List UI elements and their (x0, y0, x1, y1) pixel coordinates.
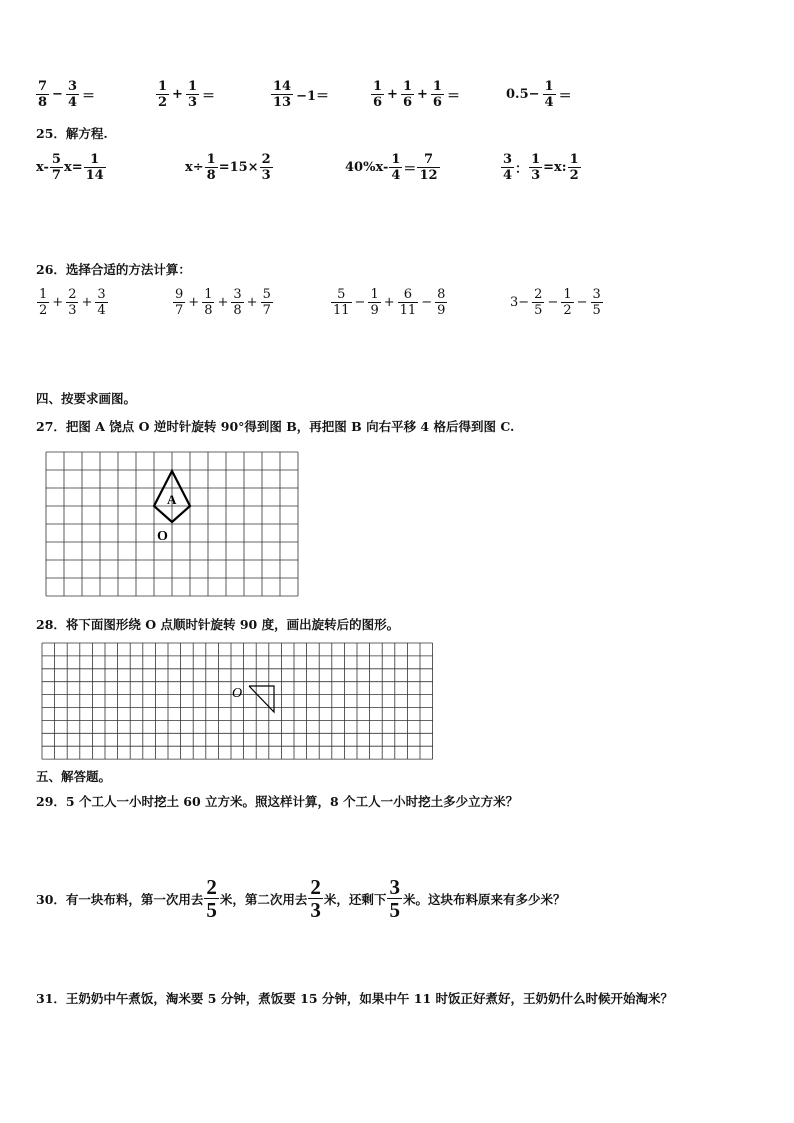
denominator: 5 (592, 303, 601, 318)
point-o-label: O (157, 529, 168, 544)
expr-mid: =15× (218, 160, 259, 175)
denominator: 8 (206, 168, 216, 183)
expr-24-5 (504, 79, 574, 110)
numerator: 2 (206, 875, 217, 899)
numerator: 3 (97, 287, 106, 302)
operator: + (383, 295, 395, 310)
numerator: 14 (273, 79, 292, 94)
numerator: 2 (310, 875, 321, 899)
denominator: 4 (391, 168, 401, 183)
expr-24-4 (370, 79, 462, 110)
q30-part4: 米。这块布料原来有多少米？ (402, 891, 566, 907)
denominator: 9 (437, 303, 446, 318)
numerator: 1 (370, 287, 379, 302)
operator: − (547, 295, 559, 310)
q30-part3: 米，还剩下 (323, 891, 387, 907)
operator: − (421, 295, 433, 310)
operator: + (246, 295, 258, 310)
numerator: 2 (68, 287, 77, 302)
denominator: 4 (503, 168, 513, 183)
numerator: 6 (403, 287, 413, 302)
q27-text: 27．把图 A 饶点 O 逆时针旋转 90°得到图 B，再把图 B 向右平移 4 格后得到图 C. (36, 419, 515, 434)
expr-26-4 (508, 287, 604, 318)
q30-part2: 米，第二次用去 (219, 891, 308, 907)
denominator: 6 (373, 95, 383, 110)
denominator: 13 (273, 95, 292, 110)
operator: + (81, 295, 93, 310)
expr-mid: =x: (543, 160, 567, 175)
denominator: 7 (51, 168, 61, 183)
operator: + (52, 295, 64, 310)
numerator: 2 (261, 152, 271, 167)
q26-title: 26．选择合适的方法计算： (36, 262, 191, 277)
point-o-label: O (232, 686, 243, 701)
denominator: 3 (68, 303, 77, 318)
denominator: 5 (206, 898, 217, 922)
denominator: 5 (389, 898, 400, 922)
numerator: 8 (437, 287, 446, 302)
expr-24-2 (155, 79, 217, 110)
q30-part1: 30．有一块布料，第一次用去 (36, 891, 204, 907)
denominator: 14 (85, 168, 104, 183)
denominator: 4 (97, 303, 106, 318)
figure-a-label: A (167, 492, 177, 507)
denominator: 7 (175, 303, 184, 318)
operator: − (52, 87, 63, 102)
expr-26-2 (172, 287, 274, 318)
numerator: 1 (204, 287, 213, 302)
denominator: 11 (399, 303, 417, 318)
denominator: 3 (531, 168, 541, 183)
operator: + (217, 295, 229, 310)
numerator: 7 (38, 79, 48, 94)
grid-28 (40, 640, 436, 760)
expr-26-1 (36, 287, 109, 318)
numerator: 1 (569, 152, 579, 167)
numerator: 1 (206, 152, 216, 167)
numerator: 1 (90, 152, 100, 167)
numerator: 1 (158, 79, 168, 94)
expr-tail: −1＝ (296, 89, 330, 104)
section-5-heading: 五、解答题。 (36, 769, 112, 784)
triangle-figure (249, 686, 274, 712)
denominator: 2 (158, 95, 168, 110)
operator: + (387, 87, 398, 102)
denominator: 4 (544, 95, 554, 110)
section-4-heading: 四、按要求画图。 (36, 391, 137, 406)
numerator: 1 (563, 287, 572, 302)
denominator: 2 (563, 303, 572, 318)
q31-text: 31．王奶奶中午煮饭，淘米要 5 分钟，煮饭要 15 分钟，如果中午 11 时饭正好煮好，王奶奶什么时候开始淘米？ (36, 991, 673, 1006)
expr-mid: x= (63, 160, 83, 175)
q30-text (36, 876, 565, 921)
numerator: 5 (337, 287, 346, 302)
expr-mid: ： (515, 162, 529, 177)
numerator: 1 (544, 79, 554, 94)
denominator: 7 (262, 303, 271, 318)
numerator: 9 (175, 287, 184, 302)
grid-27 (44, 450, 302, 598)
expr-lead: 3− (510, 295, 530, 310)
equation-25-1 (36, 152, 107, 183)
denominator: 8 (204, 303, 213, 318)
numerator: 1 (432, 79, 442, 94)
denominator: 3 (187, 95, 197, 110)
numerator: 3 (233, 287, 242, 302)
denominator: 6 (402, 95, 412, 110)
expr-24-1 (35, 79, 97, 110)
equals: ＝ (202, 89, 216, 104)
numerator: 1 (373, 79, 383, 94)
expr-lead: 0.5− (506, 87, 540, 102)
denominator: 12 (419, 168, 438, 183)
equation-25-3 (345, 152, 441, 183)
operator: − (576, 295, 588, 310)
operator: + (188, 295, 200, 310)
denominator: 3 (261, 168, 271, 183)
numerator: 2 (534, 287, 543, 302)
numerator: 7 (423, 152, 433, 167)
operator: − (354, 295, 366, 310)
equals: ＝ (446, 89, 460, 104)
expr-lead: x- (36, 160, 49, 175)
equals: ＝ (558, 89, 572, 104)
equals: ＝ (82, 89, 96, 104)
equation-25-4 (500, 152, 582, 183)
q29-text: 29．5 个工人一小时挖土 60 立方米。照这样计算，8 个工人一小时挖土多少立方米？ (36, 794, 519, 809)
operator: + (417, 87, 428, 102)
equation-25-2 (185, 152, 274, 183)
numerator: 1 (531, 152, 541, 167)
numerator: 3 (503, 152, 513, 167)
numerator: 1 (39, 287, 48, 302)
denominator: 6 (432, 95, 442, 110)
expr-mid: ＝ (403, 162, 417, 177)
expr-26-3 (330, 287, 448, 318)
numerator: 3 (67, 79, 77, 94)
numerator: 3 (389, 875, 400, 899)
q25-title: 25．解方程. (36, 126, 108, 141)
numerator: 5 (262, 287, 271, 302)
numerator: 3 (592, 287, 601, 302)
expr-24-3 (270, 79, 331, 110)
denominator: 2 (569, 168, 579, 183)
expr-lead: x÷ (185, 160, 204, 175)
operator: + (172, 87, 183, 102)
denominator: 5 (534, 303, 543, 318)
expr-lead: 40%x- (345, 160, 389, 175)
denominator: 8 (38, 95, 48, 110)
numerator: 5 (51, 152, 61, 167)
denominator: 3 (310, 898, 321, 922)
denominator: 8 (233, 303, 242, 318)
denominator: 4 (67, 95, 77, 110)
denominator: 11 (333, 303, 350, 318)
denominator: 9 (370, 303, 379, 318)
numerator: 1 (402, 79, 412, 94)
q28-text: 28．将下面图形绕 O 点顺时针旋转 90 度，画出旋转后的图形。 (36, 617, 400, 632)
denominator: 2 (39, 303, 48, 318)
numerator: 1 (391, 152, 401, 167)
numerator: 1 (187, 79, 197, 94)
